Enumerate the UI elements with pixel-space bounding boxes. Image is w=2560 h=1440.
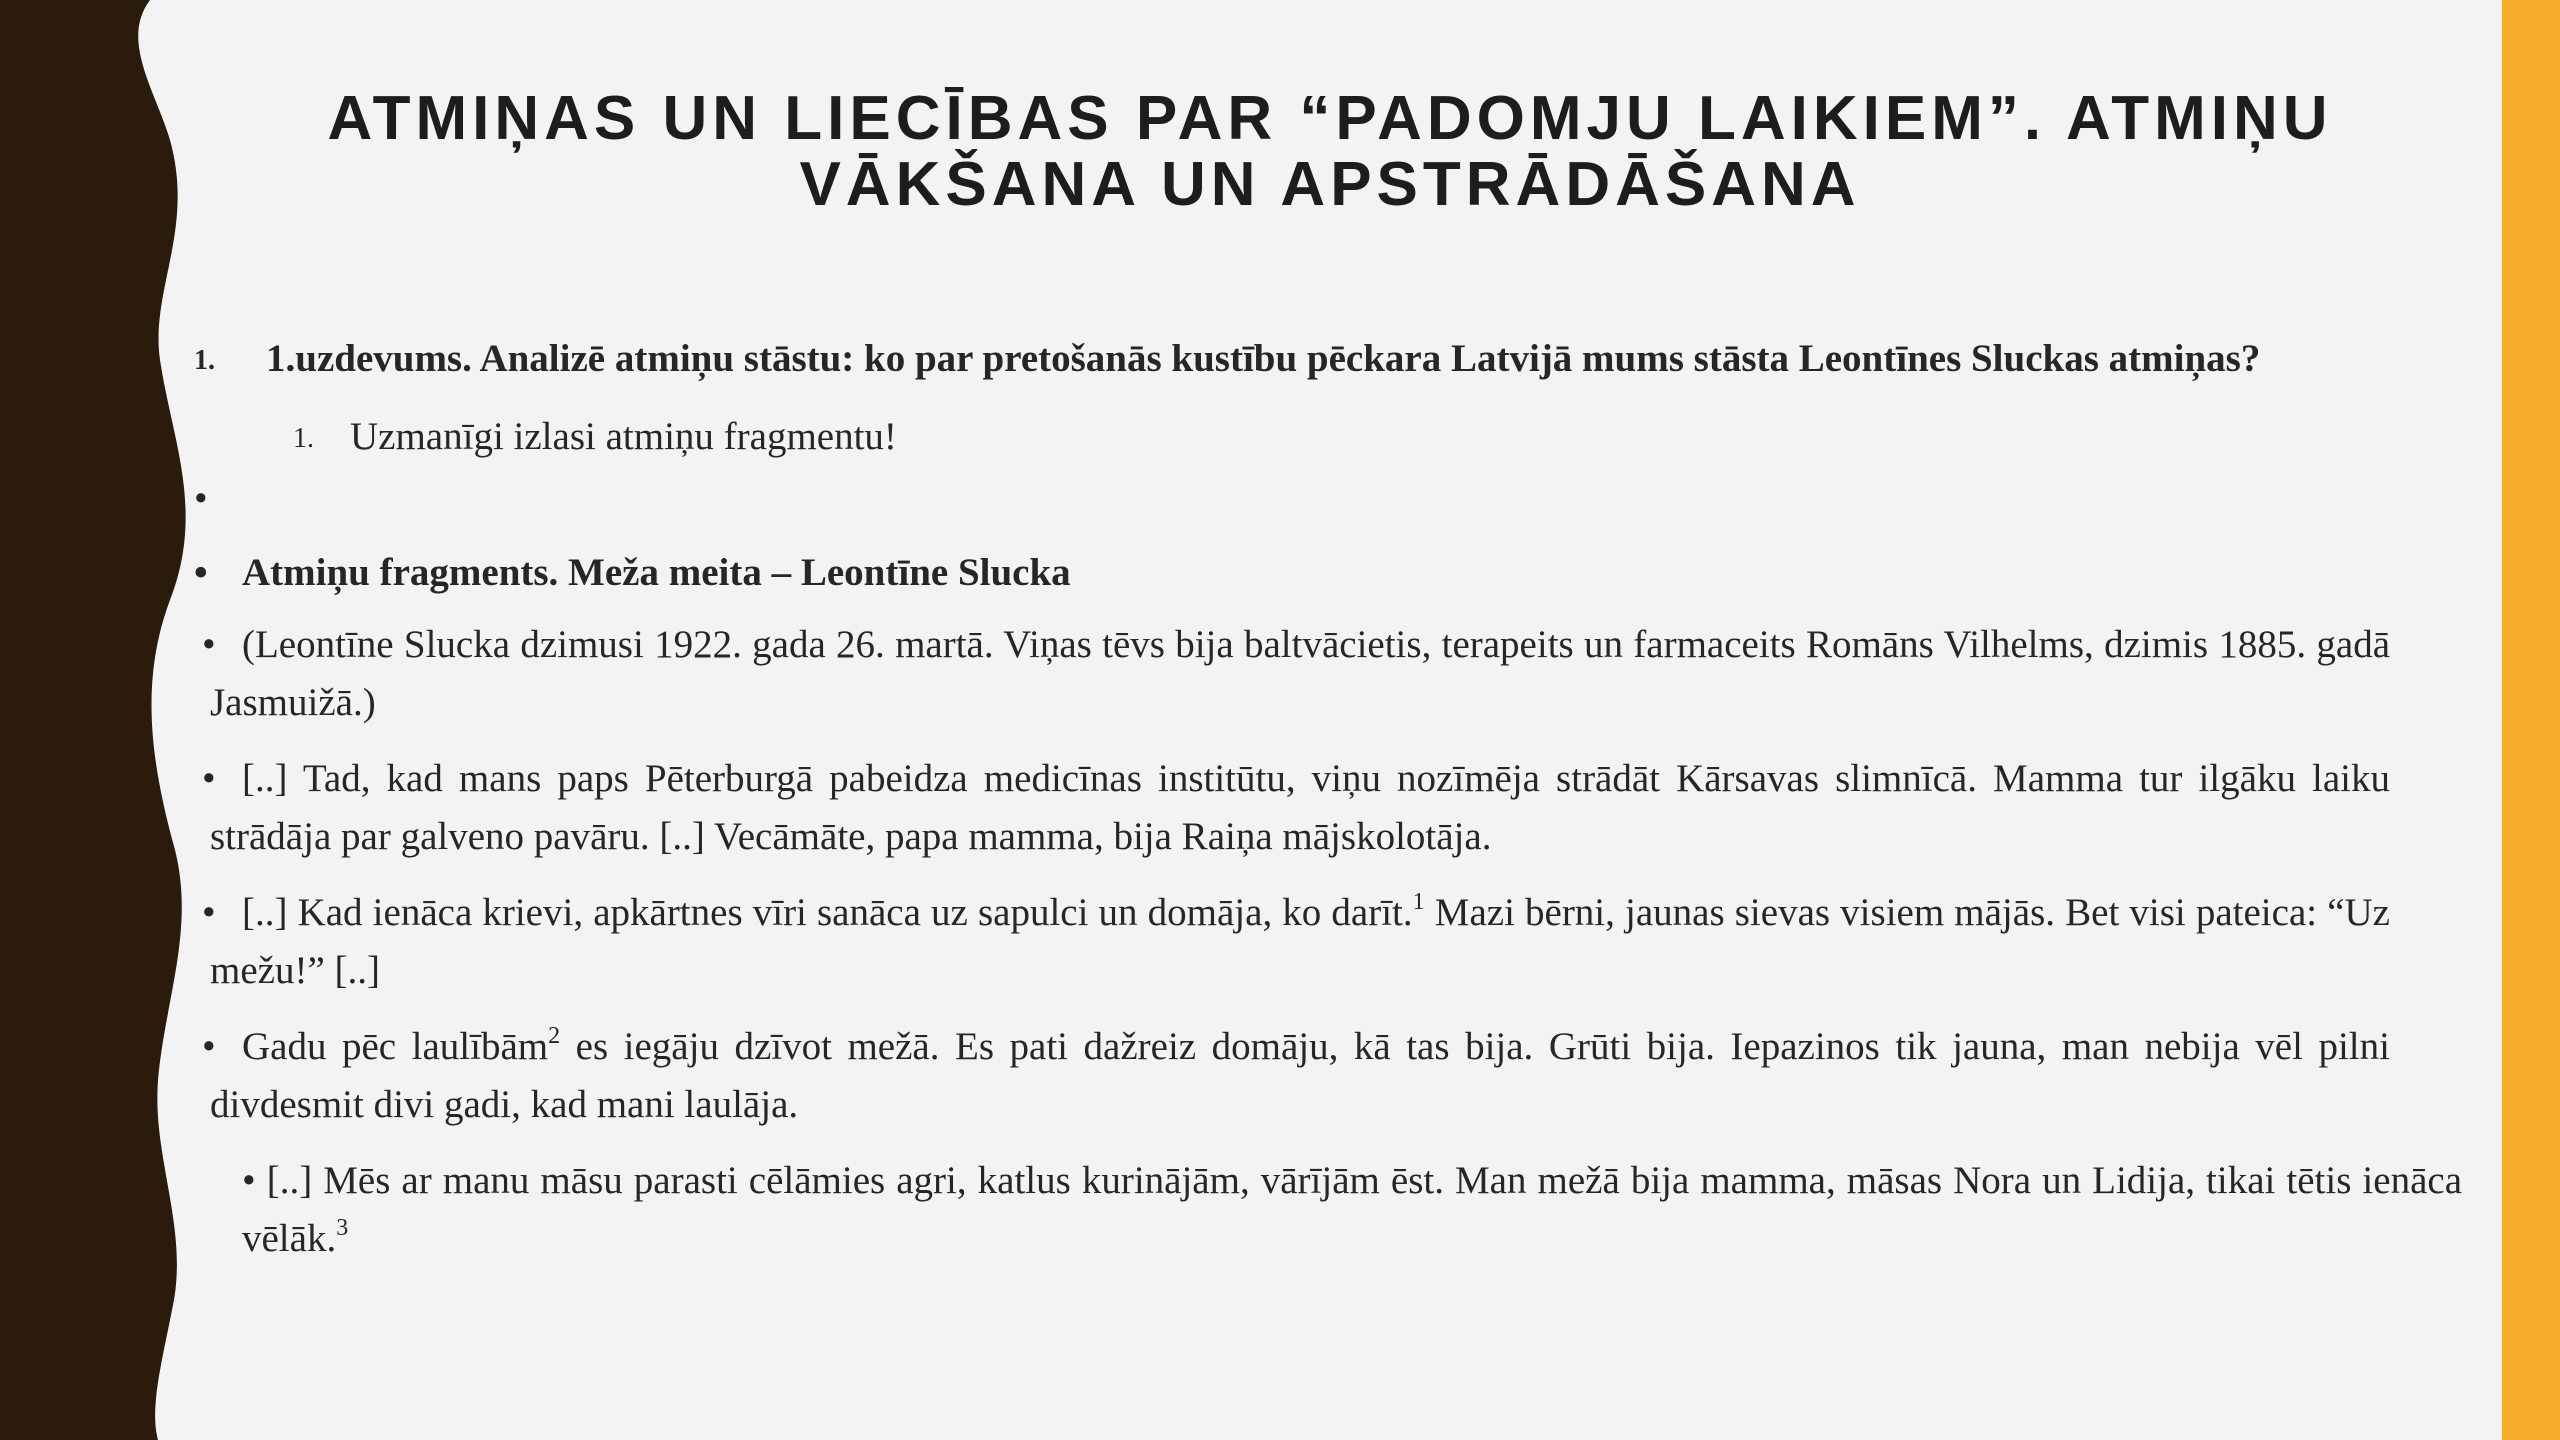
paragraph-sisters	[190, 1152, 2462, 1268]
footnote-ref: 2	[548, 1023, 561, 1049]
footnote-ref: 3	[336, 1215, 349, 1241]
subtask-text: Uzmanīgi izlasi atmiņu fragmentu!	[350, 415, 897, 458]
right-accent-bar	[2502, 0, 2560, 1440]
bullet-dot: •	[194, 477, 208, 520]
left-wavy-band	[0, 0, 200, 1440]
paragraph-text: [..] Mēs ar manu māsu parasti cēlāmies agri, katlus kurinājām, vārījām ēst. Man mežā bija mamma, māsas Nora un Lidija, tikai tētis ienāca vēlāk.	[242, 1159, 2462, 1260]
paragraph-text: [..] Tad, kad mans paps Pēterburgā pabeidza medicīnas institūtu, viņu nozīmēja strādāt Kārsavas slimnīcā. Mamma tur ilgāku laiku strādāja par galveno pavāru. [..] Vecāmāte, papa mamma, bija Raiņa mājskolotāja.	[210, 757, 2390, 858]
task-item	[190, 330, 2390, 388]
bullet-dot: •	[202, 757, 216, 800]
slide-content	[190, 330, 2462, 1282]
paragraph-russians	[190, 884, 2390, 1000]
paragraph-forest	[190, 1018, 2390, 1134]
paragraph-father	[190, 750, 2390, 866]
fragment-heading-text: Atmiņu fragments. Meža meita – Leontīne Slucka	[242, 551, 1071, 594]
bullet-dot: •	[194, 551, 208, 594]
empty-bullet	[190, 470, 2390, 528]
paragraph-text-cont: Mazi bērni, jaunas sievas visiem mājās. Bet visi pateica: “Uz mežu!” [..]	[210, 891, 2390, 992]
task-text: 1.uzdevums. Analizē atmiņu stāstu: ko par pretošanās kustību pēckara Latvijā mums stāsta Leontīnes Sluckas atmiņas?	[266, 337, 2261, 380]
subtask-item	[190, 408, 2390, 466]
bullet-dot: •	[242, 1159, 256, 1202]
subtask-number: 1.	[293, 423, 314, 454]
paragraph-text: Gadu pēc laulībām	[242, 1025, 549, 1068]
slide-title: ATMIŅAS UN LIECĪBAS PAR “PADOMJU LAIKIEM”. ATMIŅU VĀKŠANA UN APSTRĀDĀŠANA	[327, 84, 2333, 219]
left-wavy-band-shape	[0, 0, 186, 1440]
paragraph-text-cont: es iegāju dzīvot mežā. Es pati dažreiz domāju, kā tas bija. Grūti bija. Iepazinos tik jauna, man nebija vēl pilni divdesmit divi gadi, kad mani laulāja.	[210, 1025, 2390, 1126]
fragment-heading	[190, 544, 2390, 602]
bullet-dot: •	[202, 891, 216, 934]
paragraph-text: [..] Kad ienāca krievi, apkārtnes vīri sanāca uz sapulci un domāja, ko darīt.	[242, 891, 1413, 934]
task-number: 1.	[194, 345, 215, 376]
footnote-ref: 1	[1412, 889, 1425, 915]
paragraph-intro	[190, 616, 2390, 732]
bullet-dot: •	[202, 623, 216, 666]
paragraph-text: (Leontīne Slucka dzimusi 1922. gada 26. martā. Viņas tēvs bija baltvācietis, terapeits un farmaceits Romāns Vilhelms, dzimis 1885. gadā Jasmuižā.)	[210, 623, 2390, 724]
bullet-dot: •	[202, 1025, 216, 1068]
